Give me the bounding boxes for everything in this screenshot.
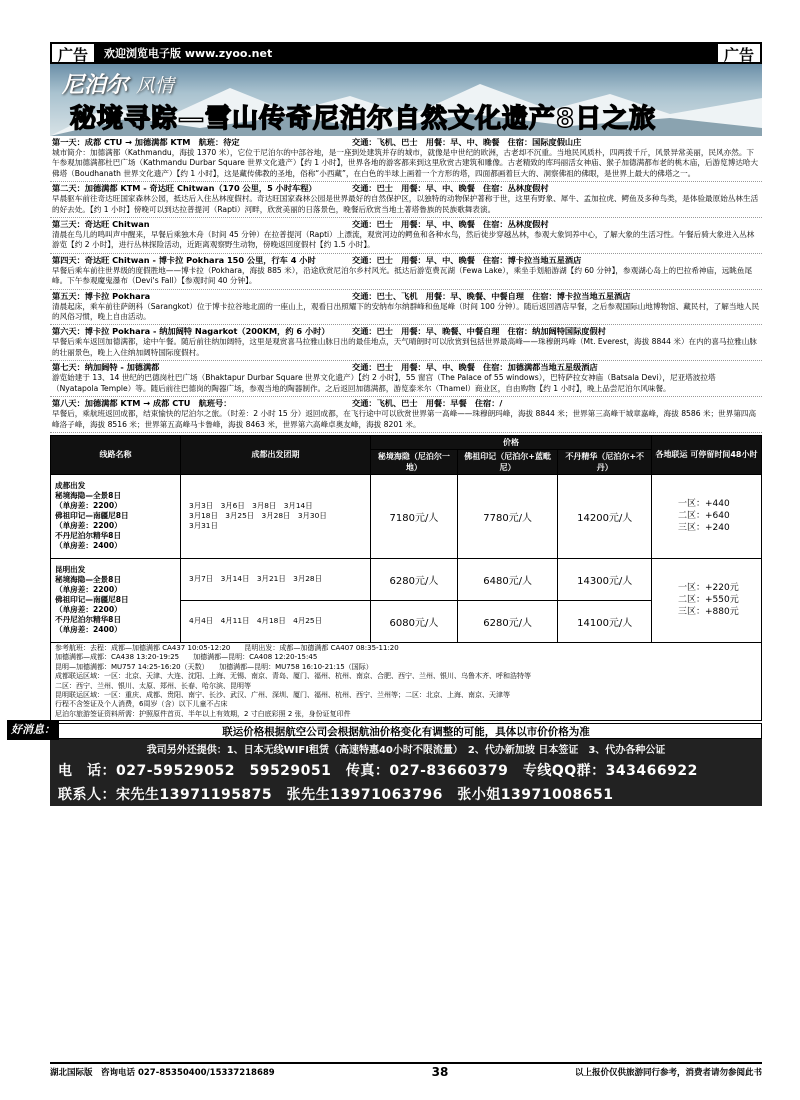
day-route: 第一天：成都 CTU → 加德满都 KTM 航班：待定 [52,137,240,147]
ad-page [11,42,762,806]
day-6 [50,325,762,361]
note-line: 昆明联运区域：一区：重庆、成都、贵阳、南宁、长沙、武汉、广州、深圳、厦门、福州、杭州、西宁、兰州等；二区：北京、上海、南京、天津等 [55,690,510,699]
th-zone: 各地联运 可停留时间48小时 [652,435,762,474]
departure-dates: 3月3日 3月6日 3月8日 3月14日 3月18日 3月25日 3月28日 3月30日 3月31日 [181,474,371,558]
itinerary [50,136,762,433]
welcome-text[interactable]: 欢迎浏览电子版 www.zyoo.net [104,47,273,60]
good-news-label: 好消息： [7,720,59,740]
day-body: 早餐后乘车前往世界级的度假胜地——博卡拉（Pokhara，海拔 885 米），沿途欣赏尼泊尔乡村风光。抵达后游览费瓦湖（Fewa Lake），乘坐手划船游湖【约 60 分钟】，参观湖心岛上的巴拉希神庙，远眺鱼尾峰。下午参观魔鬼瀑布（Devi's Fall）【参观时间 40 分钟】。 [52,265,753,286]
day-meta: 交通：巴士 用餐：早、中、晚餐 住宿：丛林度假村 [352,183,549,194]
day-header [52,398,760,409]
services-line: 我司另外还提供：1、日本无线WIFI租赁（高速特惠40小时不限流量） 2、代办新加坡 日本签证 3、代办各种公证 [146,745,666,757]
page-title: 秘境寻踪—雪山传奇尼泊尔自然文化遗产8日之旅 [70,104,657,134]
zone-item: 三区：+240 [678,523,730,534]
day-body: 城市简介：加德满都（Kathmandu，海拔 1370 米），它位于尼泊尔的中部谷地，是一座到处建筑并存的城市，就像是中世纪的欧洲，古老却不沉重。当地民风质朴，四两拨千斤，风景异常美丽，民风亦然。下午参观加德满都杜巴广场（Kathmandu Durbar Square 世界文化遗产）【约 1 小时】，世界各地的游客都来到这里欣赏古建筑和雕像。古老精致的库玛丽活女神庙、猴子加德满都布老的桃木庙，后游览博达哈大佛塔（Boudhanath 世界文化遗产）【约 1 小时】，这是藏传佛教的圣地，俗称“小西藏”，在白色的半球上画着一个方形的塔，四面都画着巨大的、洞察佛祖的佛眼，是世界上最大的佛塔之一。 [52,148,759,178]
day-header [52,183,760,194]
route-name: 成都出发 秘境海隐—全景8日 （单房差：2200） 佛祖印记—南疆尼8日 （单房差：2200） 不丹尼泊尔精华8日 （单房差：2400） [51,474,181,558]
day-header [52,255,760,266]
day-route: 第五天：博卡拉 Pokhara [52,290,151,301]
departure-dates: 3月7日 3月14日 3月21日 3月28日 [181,558,371,600]
brand-logo [62,68,174,99]
note-line: 昆明—加德满都：MU757 14:25-16:20（天数） 加德满都—昆明：MU758 16:10-21:15（国际） [55,662,373,671]
day-2 [50,182,762,218]
th-price-a: 秘境海隐（尼泊尔一地） [371,449,458,474]
zone-surcharge [652,558,762,642]
page-number: 38 [431,1065,449,1079]
th-price-c: 不丹精华（尼泊尔+不丹） [558,449,652,474]
zone-item: 二区：+640 [678,511,730,522]
day-7 [50,361,762,397]
price-c: 14100元/人 [558,600,652,642]
price-b: 6280元/人 [457,600,558,642]
day-3 [50,218,762,254]
day-header [52,291,760,302]
notes [50,643,762,721]
day-meta: 交通：飞机、巴士 用餐：早、中、晚餐 住宿：国际度假山庄 [352,137,582,147]
day-meta: 交通：巴士 用餐：早、中、晚餐 住宿：丛林度假村 [352,219,549,230]
zone-surcharge [652,474,762,558]
price-a: 6080元/人 [371,600,458,642]
day-1 [50,136,762,182]
day-meta: 交通：巴士 用餐：早、中、晚餐 住宿：博卡拉当地五星酒店 [352,254,582,265]
ad-label-left: 广告 [50,42,96,64]
price-a: 6280元/人 [371,558,458,600]
day-meta: 交通：巴士、飞机 用餐：早、晚餐、中餐自理 住宿：博卡拉当地五星酒店 [352,290,631,301]
footer [50,1062,762,1080]
day-4 [50,254,762,290]
day-header [52,137,760,148]
day-meta: 交通：巴士 用餐：早、晚餐、中餐自理 住宿：纳加阔特国际度假村 [352,326,606,337]
top-bar [50,42,762,64]
zone-item: 一区：+220元 [678,583,739,594]
price-table [50,435,762,643]
th-dates: 成都出发团期 [181,435,371,474]
day-body: 早餐后乘车返回加德满都，途中午餐。随后前往纳加阔特，这里是观赏喜马拉雅山脉日出的最佳地点，天气晴朗时可以欣赏到包括世界最高峰——珠穆朗玛峰（Mt. Everest，海拔 8844 米）在内的喜马拉雅山脉的壮丽景色，晚上入住纳加阔特国际度假村。 [52,337,757,357]
price-c: 14200元/人 [558,474,652,558]
day-header [52,362,760,373]
price-a: 7180元/人 [371,474,458,558]
footer-left: 湖北国际版 咨询电话 027-85350400/15337218689 [50,1068,275,1078]
day-body: 早餐后，乘航班返回成都，结束愉快的尼泊尔之旅。（时差：2 小时 15 分）返回成都，在飞行途中可以欣赏世界第一高峰——珠穆朗玛峰，海拔 8844 米；世界第三高峰干城章嘉峰，海拔 8586 米；世界第四高峰洛子峰，海拔 8516 米；世界第五高峰马卡鲁峰，海拔 8463 米，世界第六高峰卓奥友峰，海拔 8201 米。 [52,409,757,429]
th-price: 价格 [371,435,652,449]
day-8 [50,397,762,433]
note-line: 加德满都—成都：CA438 13:20-19:25 加德满都—昆明：CA408 12:20-15:45 [55,653,318,662]
day-meta: 交通：巴士 用餐：早、中、晚餐 住宿：加德满都当地五星级酒店 [352,362,598,373]
zone-item: 二区：+550元 [678,595,739,606]
zone-item: 三区：+880元 [678,607,739,618]
brand-sub: 风情 [135,75,174,97]
notice-bar [11,723,762,739]
departure-dates: 4月4日 4月11日 4月18日 4月25日 [181,600,371,642]
day-meta: 交通：飞机、巴士 用餐：早餐 住宿：/ [352,398,503,409]
day-body: 早晨驱车前往奇达旺国家森林公园，抵达后入住丛林度假村。奇达旺国家森林公园是世界最好的自然保护区，以独特的动物保护著称于世，这里有野象、犀牛、孟加拉虎、鳄鱼及多种鸟类，是体验最原始丛林生活的好去处。【约 1 小时】傍晚可以到达拉普提河（Rapti）河畔，欣赏美丽的日落景色，晚餐后欣赏当地土著塔鲁族的民族歌舞表演。 [52,194,759,214]
people-line: 联系人：宋先生13971195875 张先生13971063796 张小姐13971008651 [58,787,614,804]
phone-line: 电 话：027-59529052 59529051 传真：027-83660379 专线QQ群：343466922 [58,763,698,780]
price-c: 14300元/人 [558,558,652,600]
table-row [51,474,762,558]
note-line: 尼泊尔旅游签证资料所需：护照原件首页、半年以上有效期，2 寸白底彩照 2 张，身份证复印件 [55,709,351,718]
day-route: 第四天：奇达旺 Chitwan - 博卡拉 Pokhara 150 公里，行车 4 小时 [52,254,316,265]
banner [50,64,762,136]
day-5 [50,290,762,326]
table-row [51,558,762,600]
footer-right: 以上报价仅供旅游同行参考，消费者请勿参阅此书 [574,1068,762,1078]
day-route: 第七天：纳加阔特 - 加德满都 [52,362,160,373]
contact-strip [11,723,762,806]
zone-item: 一区：+440 [678,499,730,510]
day-body: 游览始建于 13、14 世纪的巴德岗杜巴广场（Bhaktapur Durbar Square 世界文化遗产）【约 2 小时】，55 窗宫（The Palace of 55 windows），巴特萨拉女神庙（Batsala Devi），尼亚塔波拉塔（Nyatapola Temple）等。随后前往巴德岗的陶器广场，参观当地的陶器制作。之后返回加德满都，游览泰米尔（Thamel）商业区，自由购物【约 1 小时】，晚上品尝尼泊尔风味餐。 [52,373,716,393]
notice-text: 联运价格根据航空公司会根据航油价格变化有调整的可能，具体以市价价格为准 [222,726,590,739]
ad-label-right: 广告 [716,42,762,64]
note-line: 参考航班：去程：成都—加德满都 CA437 10:05-12:20 昆明出发：成都—加德满都 CA407 08:35-11:20 [55,643,399,652]
day-route: 第三天：奇达旺 Chitwan [52,219,150,230]
brand-name: 尼泊尔 [62,73,129,98]
day-route: 第六天：博卡拉 Pokhara - 纳加阔特 Nagarkot（200KM，约 6 小时） [52,326,330,337]
day-route: 第八天：加德满都 KTM → 成都 CTU 航班号： [52,398,232,409]
note-line: 成都联运区域：一区：北京、天津、大连、沈阳、上海、无锡、南京、青岛、厦门、福州、杭州、南京、合肥、西宁、兰州、银川、乌鲁木齐、呼和浩特等 [55,672,531,681]
note-line: 二区：西宁、兰州、银川、太原、郑州、长春、哈尔滨、昆明等 [55,681,251,690]
day-body: 清晨起床，乘车前往萨朗科（Sarangkot）位于博卡拉谷地北面的一座山上，观看日出照耀下的安纳布尔纳群峰和鱼尾峰（时间 100 分钟）。随后返回酒店早餐，之后参观国际山地博物馆、藏民村，了解当地人民的风俗习惯，晚上自由活动。 [52,301,760,322]
route-name: 昆明出发 秘境海隐—全景8日 （单房差：2200） 佛祖印记—南疆尼8日 （单房差：2200） 不丹尼泊尔精华8日 （单房差：2400） [51,558,181,642]
day-route: 第二天：加德满都 KTM - 奇达旺 Chitwan（170 公里，5 小时车程） [52,183,317,194]
price-b: 7780元/人 [457,474,558,558]
th-name: 线路名称 [51,435,181,474]
price-b: 6480元/人 [457,558,558,600]
day-header [52,326,760,337]
th-price-b: 佛祖印记（尼泊尔+蓝毗尼） [457,449,558,474]
day-header [52,219,760,230]
day-body: 清晨在鸟儿的鸣叫声中醒来，早餐后乘独木舟（时间 45 分钟）在拉普提河（Rapti）上漂流，观赏河边的鳄鱼和各种水鸟，然后徒步穿越丛林，参观大象饲养中心，了解大象的生活习性。午餐后骑大象进入丛林游览【约 2 小时】，进行丛林探险活动，近距离观察野生动物，傍晚返回度假村【约 1.5 小时】。 [52,230,755,250]
note-line: 行程不含签证及个人消费，6周岁（含）以下儿童不占床 [55,700,228,709]
